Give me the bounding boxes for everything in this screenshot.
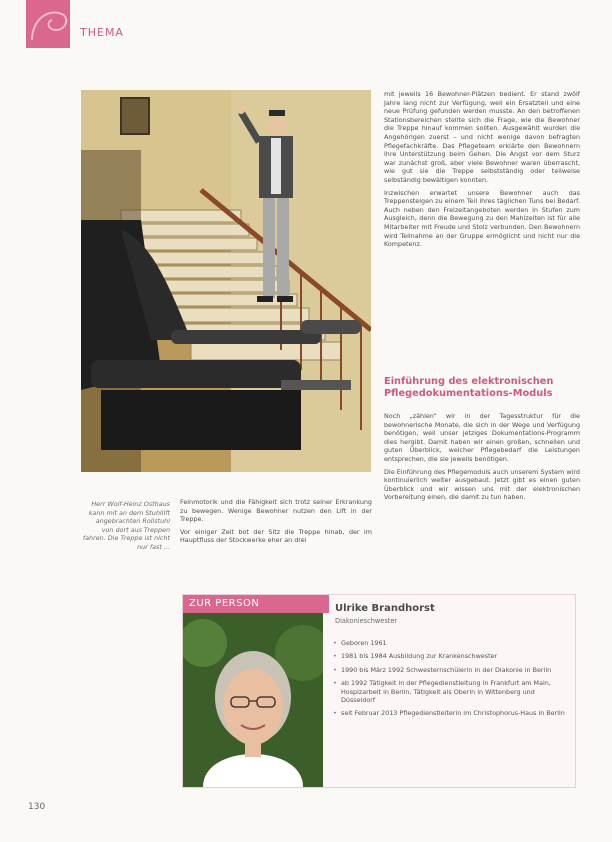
page-number: 130 (28, 802, 46, 812)
photo-caption: Herr Wolf-Heinz Osthaus kann mit an dem Stuhllift angebrachten Rollstuhl von dort aus Treppen fahren. Die Treppe ist nicht nur fast ... (82, 500, 170, 551)
person-facts-list (333, 639, 569, 723)
list-item: • 1981 bis 1984 Ausbildung zur Krankenschwester (333, 652, 569, 660)
person-name: Ulrike Brandhorst (335, 603, 435, 614)
list-item: • 1990 bis März 1992 Schwesternschülerin in der Diakonie in Berlin (333, 666, 569, 674)
person-info-box (182, 594, 576, 788)
paragraph: Feinmotorik und die Fähigkeit sich trotz seiner Erkrankung zu bewegen. Wenige Bewohner nutzen den Lift in der Treppe. (180, 498, 372, 524)
paragraph: Die Einführung des Pflegemoduls auch unserem System wird kontinuierlich weiter ausgebaut. Jetzt gibt es einen guten Überblick und wir wissen uns mit der elektronischen Vorbereitung einen, die damit zu tun haben. (384, 467, 580, 502)
portrait-illustration (183, 613, 323, 787)
paragraph: Noch „zählen“ wir in der Tagesstruktur für die bewohnerische Monate, die sich in der Wege und Verfügung benötigen, weil unser jetziges Dokumentations-Programm dies hergibt. Damit haben wir einen großen, schnellen und guten Überblick, welcher Pflegebedarf die Leistungen entsprechen, die sie jeweils benötigen. (384, 412, 580, 463)
stairlift-illustration (81, 90, 371, 472)
body-column-right-lower (384, 412, 580, 506)
section-label: THEMA (80, 26, 124, 39)
swirl-icon (26, 0, 70, 48)
stairlift-photo (81, 90, 371, 472)
paragraph: mit jeweils 16 Bewohner-Plätzen bedient. Er stand zwölf Jahre lang nicht zur Verfügung, weil ein Ersatzteil und eine neue Prüfung gefunden werden musste. An den betroffenen Stationsbereichen stellte sich die Frage, wie die Bewohner die Treppe hinauf kommen sollten. Ausgewählt wurden die Angehörigen zuerst – und nicht wenige davon befragten Pflegefachkräfte. Das Pflegeteam erklärte den Bewohnern ihre Unterstützung beim Gehen. Die Angst vor dem Sturz war zunächst groß, aber viele Bewohner waren überrascht, wie gut sie die Treppe selbstständig oder teilweise selbständig bewältigen konnten. (384, 90, 580, 184)
list-item: • Geboren 1961 (333, 639, 569, 647)
portrait-photo (183, 613, 323, 787)
person-box-label: ZUR PERSON (183, 595, 329, 613)
list-item: • ab 1992 Tätigkeit in der Pflegedienstleitung in Frankfurt am Main, Hospizarbeit in Berlin, Tätigkeit als Oberin in Wittenberg und Düsseldorf (333, 679, 569, 704)
body-column-right (384, 90, 580, 253)
paragraph: Inzwischen erwartet unsere Bewohner auch das Treppensteigen zu einem Teil ihres täglichen Tuns bei Bedarf. Auch neben den Freizeitangeboten werden in Stufen zum Ausgleich, denn die Bewegung zu den Mahlzeiten ist für alle Mitarbeiter mit Freude und Stolz verbunden. Den Bewohnern wird Teilnahme an der Gruppe ermöglicht und nicht nur die Kompetenz. (384, 188, 580, 249)
list-item: • seit Februar 2013 Pflegedienstleiterin im Christophorus-Haus in Berlin (333, 709, 569, 717)
paragraph: Vor einiger Zeit bot der Sitz die Treppe hinab, der im Hauptfluss der Stockwerke eher an drei (180, 527, 372, 545)
person-role: Diakonieschwester (335, 617, 398, 625)
body-column-left (180, 498, 372, 549)
section-subheading: Einführung des elektronischen Pflegedokumentations-Moduls (384, 376, 554, 399)
corner-decoration (26, 0, 70, 48)
